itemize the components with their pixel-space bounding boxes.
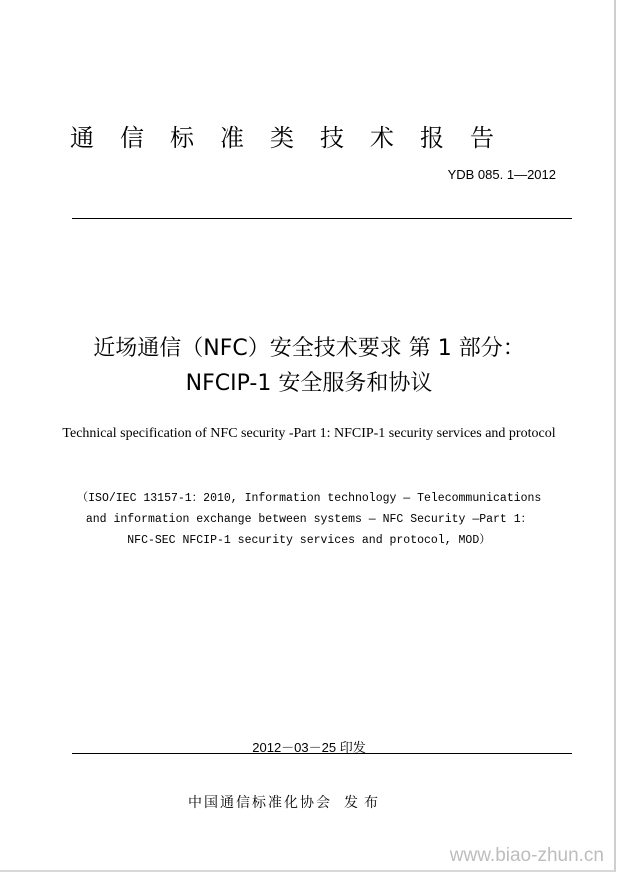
iso-reference-line: （ISO/IEC 13157-1：2010, Information technology — Telecommunications [76, 492, 542, 505]
english-title: Technical specification of NFC security -Part 1: NFCIP-1 security services and protocol [62, 426, 556, 441]
standard-number: YDB 085. 1—2012 [447, 167, 556, 182]
print-date: 2012－03－25 印发 [252, 740, 366, 755]
publisher-name: 中国通信标准化协会 [188, 795, 332, 811]
issue-label: 发布 [344, 795, 384, 811]
publisher-line [188, 792, 384, 812]
report-category-title: 通信标准类技术报告 [70, 124, 520, 152]
top-divider [72, 218, 572, 219]
watermark-text: www.biao-zhun.cn [449, 845, 604, 866]
chinese-title-line-1: 近场通信（NFC）安全技术要求 第 1 部分： [93, 336, 525, 361]
bottom-divider [72, 753, 572, 754]
iso-reference-line: NFC-SEC NFCIP-1 security services and protocol, MOD） [127, 534, 491, 547]
iso-reference [40, 488, 578, 551]
chinese-title-line-2: NFCIP-1 安全服务和协议 [185, 371, 433, 396]
iso-reference-line: and information exchange between systems — NFC Security —Part 1： [85, 513, 533, 526]
